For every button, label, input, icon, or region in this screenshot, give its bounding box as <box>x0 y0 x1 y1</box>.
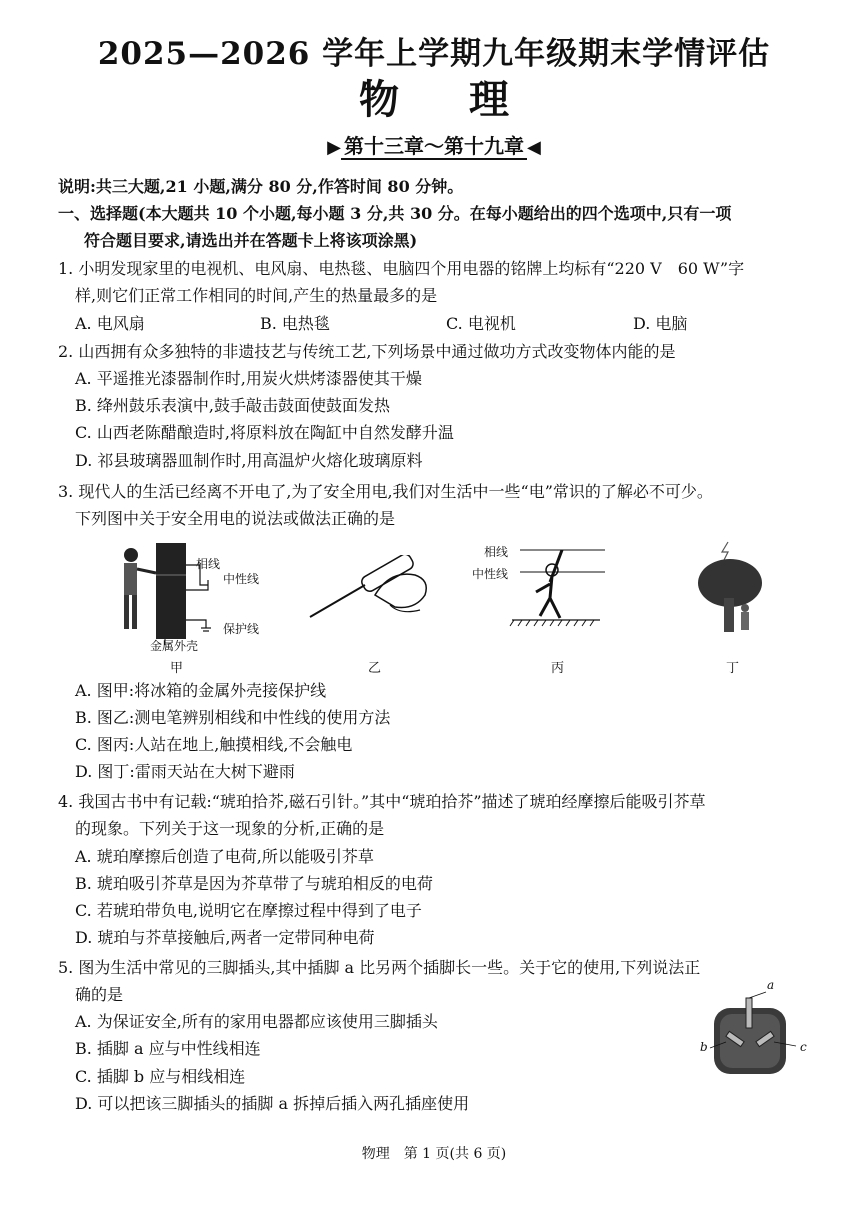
q5-option-b[interactable]: B. 插脚 a 应与中性线相连 <box>75 1039 261 1058</box>
q4-stem: 4. 我国古书中有记载:“琥珀拾芥,磁石引针。”其中“琥珀拾芥”描述了琥珀经摩擦后能吸引芥草 <box>58 792 706 811</box>
chapter-range-text: 第十三章～第十九章 <box>341 134 527 160</box>
q1-option-c[interactable]: C. 电视机 <box>446 314 516 333</box>
label-neutral-wire: 中性线 <box>223 572 260 586</box>
q1-option-d[interactable]: D. 电脑 <box>633 314 688 333</box>
label-fire-wire-2: 相线 <box>484 545 509 559</box>
exam-title: 2025—2026 学年上学期九年级期末学情评估 <box>97 36 771 72</box>
q4-option-b[interactable]: B. 琥珀吸引芥草是因为芥草带了与琥珀相反的电荷 <box>75 874 433 893</box>
q2-option-c[interactable]: C. 山西老陈醋酿造时,将原料放在陶缸中自然发酵升温 <box>75 423 454 442</box>
q1-option-a[interactable]: A. 电风扇 <box>75 314 145 333</box>
caption-jia: 甲 <box>170 661 184 676</box>
caption-bing: 丙 <box>551 661 565 676</box>
q3-option-b[interactable]: B. 图乙:测电笔辨别相线和中性线的使用方法 <box>75 708 391 727</box>
q3-stem-cont: 下列图中关于安全用电的说法或做法正确的是 <box>75 509 396 528</box>
figure-three-pin-plug <box>708 990 800 1082</box>
arrow-left-icon: ◀ <box>527 137 541 158</box>
q2-stem: 2. 山西拥有众多独特的非遗技艺与传统工艺,下列场景中通过做功方式改变物体内能的是 <box>58 342 676 361</box>
q1-stem: 1. 小明发现家里的电视机、电风扇、电热毯、电脑四个用电器的铭牌上均标有“220 V 60 W”字 <box>58 259 745 278</box>
plug-label-c: c <box>800 1040 807 1054</box>
page-footer: 物理 第 1 页(共 6 页) <box>361 1146 507 1162</box>
subject-title: 物理 <box>359 76 579 123</box>
plug-label-a: a <box>767 978 775 992</box>
q3-option-d[interactable]: D. 图丁:雷雨天站在大树下避雨 <box>75 762 295 781</box>
label-metal-case: 金属外壳 <box>150 639 199 653</box>
q5-option-d[interactable]: D. 可以把该三脚插头的插脚 a 拆掉后插入两孔插座使用 <box>75 1094 470 1113</box>
figure-bing-touch-wire <box>500 540 610 630</box>
q2-option-a[interactable]: A. 平遥推光漆器制作时,用炭火烘烤漆器使其干燥 <box>75 369 422 388</box>
q5-stem: 5. 图为生活中常见的三脚插头,其中插脚 a 比另两个插脚长一些。关于它的使用,下列说法正 <box>58 958 701 977</box>
q5-option-a[interactable]: A. 为保证安全,所有的家用电器都应该使用三脚插头 <box>75 1012 438 1031</box>
q3-option-a[interactable]: A. 图甲:将冰箱的金属外壳接保护线 <box>75 681 327 700</box>
q5-option-c[interactable]: C. 插脚 b 应与相线相连 <box>75 1067 246 1086</box>
q1-option-b[interactable]: B. 电热毯 <box>260 314 330 333</box>
section1-heading-cont: 符合题目要求,请选出并在答题卡上将该项涂黑) <box>84 231 418 250</box>
arrow-right-icon: ▶ <box>327 137 341 158</box>
plug-label-b: b <box>700 1040 708 1054</box>
q4-option-d[interactable]: D. 琥珀与芥草接触后,两者一定带同种电荷 <box>75 928 375 947</box>
q4-stem-cont: 的现象。下列关于这一现象的分析,正确的是 <box>75 819 385 838</box>
q2-option-b[interactable]: B. 绛州鼓乐表演中,鼓手敲击鼓面使鼓面发热 <box>75 396 391 415</box>
figure-yi-test-pen <box>305 555 435 625</box>
label-neutral-wire-2: 中性线 <box>472 567 509 581</box>
label-ground-wire: 保护线 <box>223 622 260 636</box>
q4-option-c[interactable]: C. 若琥珀带负电,说明它在摩擦过程中得到了电子 <box>75 901 422 920</box>
q3-option-c[interactable]: C. 图丙:人站在地上,触摸相线,不会触电 <box>75 735 353 754</box>
instructions: 说明:共三大题,21 小题,满分 80 分,作答时间 80 分钟。 <box>58 177 464 196</box>
chapter-range <box>0 130 868 159</box>
label-fire-wire: 相线 <box>196 557 221 571</box>
q2-option-d[interactable]: D. 祁县玻璃器皿制作时,用高温炉火熔化玻璃原料 <box>75 451 423 470</box>
q1-stem-cont: 样,则它们正常工作相同的时间,产生的热量最多的是 <box>75 286 438 305</box>
caption-ding: 丁 <box>726 661 740 676</box>
section1-heading: 一、选择题(本大题共 10 个小题,每小题 3 分,共 30 分。在每小题给出的四个选项中,只有一项 <box>58 204 732 223</box>
q5-stem-cont: 确的是 <box>75 985 124 1004</box>
caption-yi: 乙 <box>368 661 382 676</box>
figure-ding-tree-lightning <box>690 538 770 638</box>
q4-option-a[interactable]: A. 琥珀摩擦后创造了电荷,所以能吸引芥草 <box>75 847 374 866</box>
q3-stem: 3. 现代人的生活已经离不开电了,为了安全用电,我们对生活中一些“电”常识的了解必不可少。 <box>58 482 713 501</box>
